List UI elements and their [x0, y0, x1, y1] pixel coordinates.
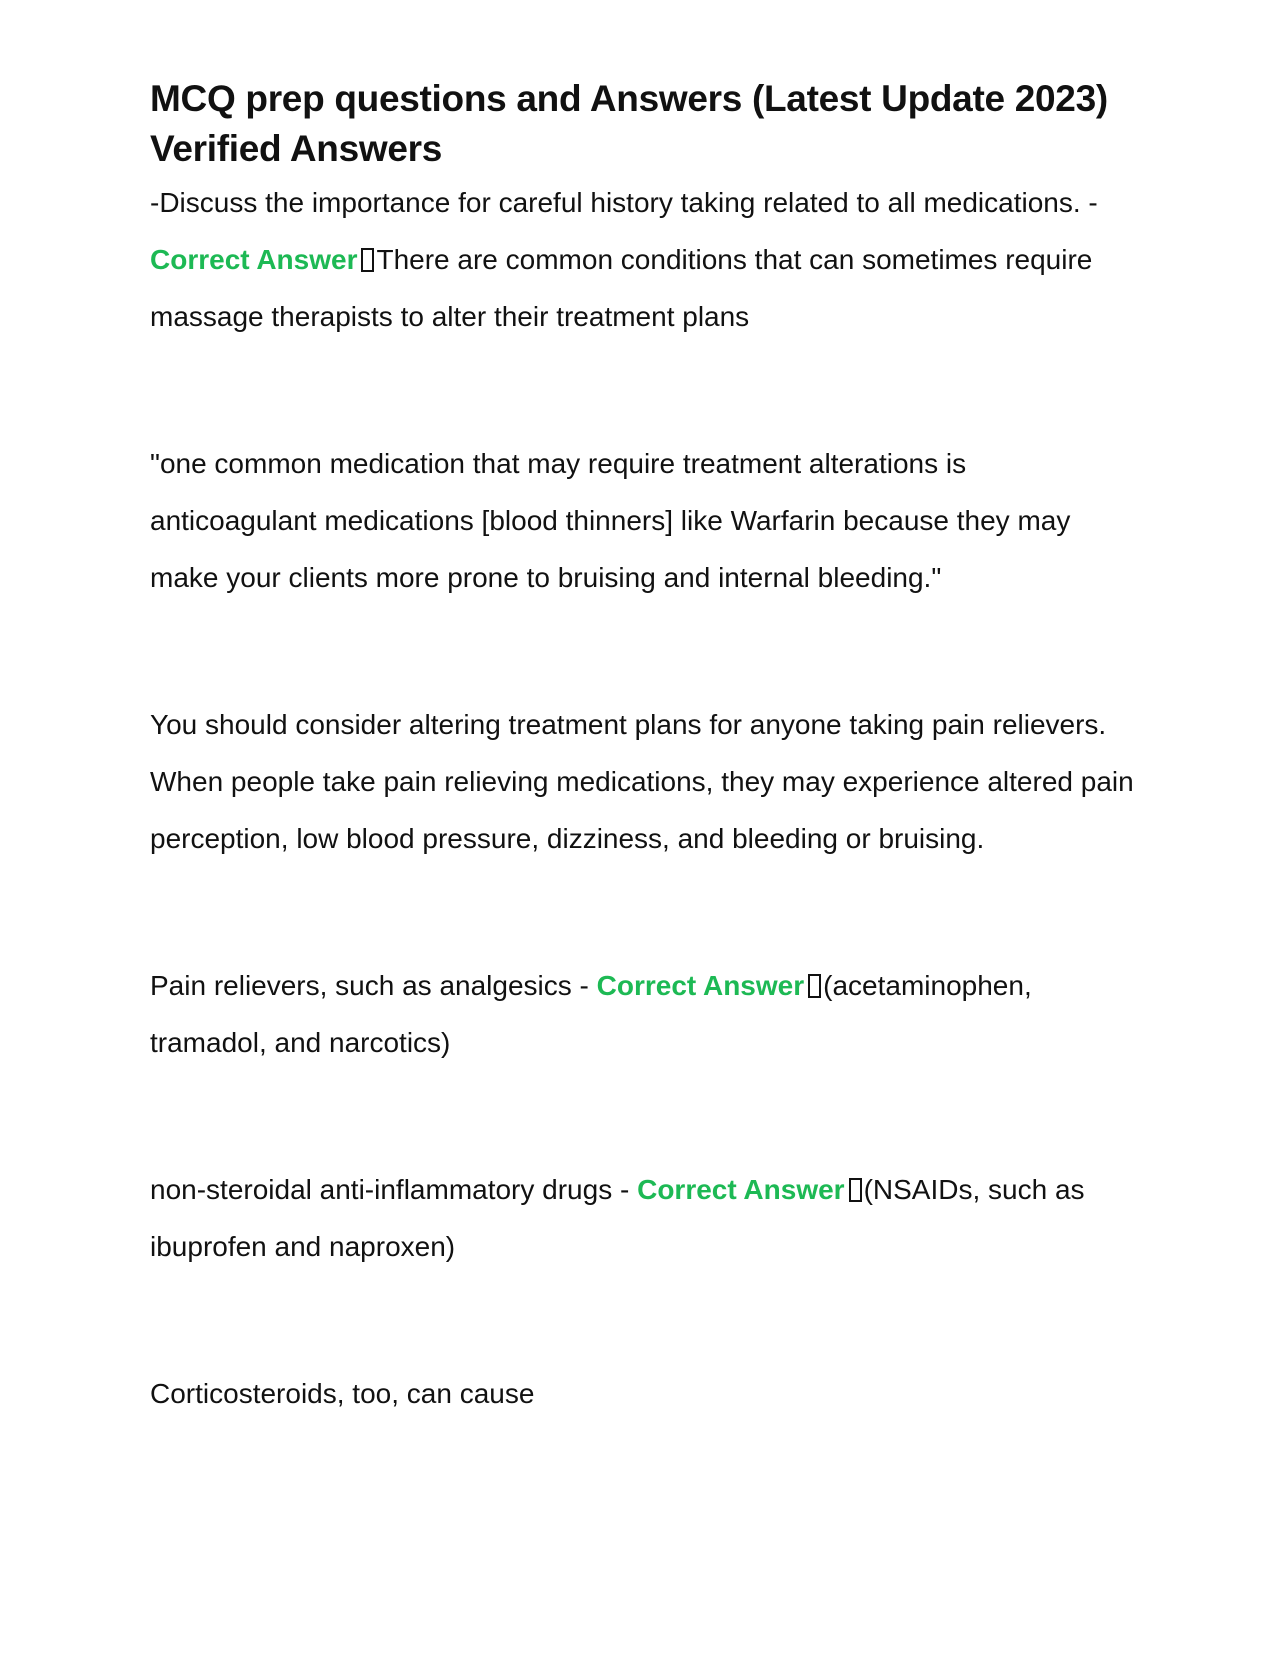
answer-text: (acetaminophen, tramadol, and narcotics)	[150, 970, 1032, 1058]
qa-entry	[150, 174, 1140, 345]
question-text: non-steroidal anti-inflammatory drugs -	[150, 1174, 630, 1205]
document-page	[150, 74, 1140, 1422]
missing-glyph-icon	[361, 248, 374, 272]
text-paragraph: "one common medication that may require treatment alterations is anticoagulant medications [blood thinners] like Warfarin because they may make your clients more prone to bruising and internal bleeding."	[150, 448, 1071, 593]
correct-answer-label: Correct Answer	[596, 970, 805, 1001]
qa-entry	[150, 1161, 1140, 1275]
correct-answer-label: Correct Answer	[637, 1174, 845, 1205]
question-text: -Discuss the importance for careful history taking related to all medications. -	[150, 187, 1098, 218]
missing-glyph-icon	[849, 1178, 862, 1202]
text-paragraph: Corticosteroids, too, can cause	[150, 1378, 535, 1409]
qa-entry	[150, 957, 1140, 1071]
answer-text: (NSAIDs, such as ibuprofen and naproxen)	[150, 1174, 1085, 1262]
document-title: MCQ prep questions and Answers (Latest Update 2023) Verified Answers	[150, 78, 1108, 169]
text-paragraph: You should consider altering treatment plans for anyone taking pain relievers. When people take pain relieving medications, they may experience altered pain perception, low blood pressure, dizziness, and bleeding or bruising.	[150, 709, 1134, 854]
correct-answer-label: Correct Answer	[150, 244, 358, 275]
missing-glyph-icon	[808, 974, 821, 998]
answer-text: There are common conditions that can sometimes require massage therapists to alter their treatment plans	[150, 244, 1093, 332]
question-text: Pain relievers, such as analgesics -	[150, 970, 589, 1001]
